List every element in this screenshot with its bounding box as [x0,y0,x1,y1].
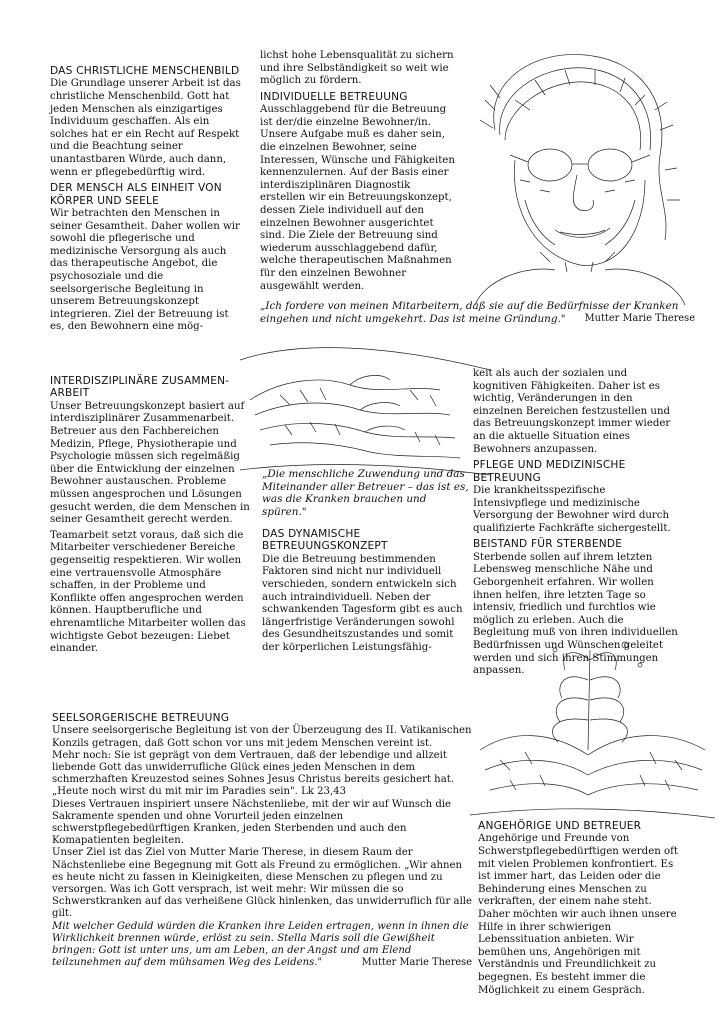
text-seelsorge-3: „Heute noch wirst du mit mir im Paradies sein". Lk 23,43 [52,786,347,798]
seelsorge-author: Mutter Marie Therese [361,957,472,969]
text-beistand: Sterbende sollen auf ihrem letzten Lebensweg menschliche Nähe und Geborgenheit erfahren. Wir wollen ihnen helfen, ihre letzten Tage so intensiv, friedlich und furchtlos wie möglich zu erleben. Auch die Begleitung muß von ihren individuellen Bedürfnissen und Wünschen geleitet werden und sich ihren Stimmungen anpassen. [473,551,678,677]
heading-interdisziplinaer: INTERDISZIPLINÄRE ZUSAMMEN-ARBEIT [50,375,230,400]
text-seelsorge-6: Mit welcher Geduld würden die Kranken ihre Leiden ertragen, wenn in ihnen die Wirklichkeit brennen würde, erlöst zu sein. Stella Maris soll die Gewißheit bringen: Gott ist unter uns, um am Leben, an der Angst und am Elend teilzunehmen auf dem mühsamen Weg des Leidens." [52,920,469,969]
text-lebensqualitaet: lichst hohe Lebensqualität zu sichern und ihre Selbständigkeit so weit wie möglich zu fördern. [260,50,454,87]
heading-beistand: BEISTAND FÜR STERBENDE [473,538,623,551]
quote-top-text: „Ich fordere von meinen Mitarbeitern, daß sie auf die Bedürfnisse der Kranken eingehen und nicht umgekehrt. Das ist meine Gründung." [260,300,679,325]
text-seelsorge-4: Dieses Vertrauen inspiriert unsere Nächstenliebe, mit der wir auf Wunsch die Sakramente spenden und ohne Vorurteil jeden einzelnen schwerstpflegebedürftigen Kranken, jeden Sterbenden und auch den Komapatienten begleiten. [52,798,452,847]
text-seelsorge-1: Unsere seelsorgerische Begleitung ist von der Überzeugung des II. Vatikanischen Konzils getragen, daß Gott schon vor uns mit jedem Menschen vereint ist. [52,725,472,749]
heading-menschenbild: DAS CHRISTLICHE MENSCHENBILD [50,65,240,77]
heading-seelsorge: SEELSORGERISCHE BETREUUNG [52,712,230,724]
text-interdisziplinaer-2: Teamarbeit setzt voraus, daß sich die Mitarbeiter verschiedener Bereiche gegenseitig respektieren. Wir wollen eine vertrauensvolle Atmosphäre schaffen, in der Probleme und Konflikte offen angesprochen werden können. Hauptberufliche und ehrenamtliche Mitarbeiter wollen das wichtigste Gebot bezeugen: Liebet einander. [50,529,246,655]
text-dynamisch: Die die Betreuung bestimmenden Faktoren sind nicht nur individuell verschieden, sondern entwickeln sich auch intraindividuell. Neben der schwankenden Tagesform gibt es auch längerfristige Veränderungen sowohl des Gesundheitszustandes und somit der körperlichen Leistungsfähig- [262,553,463,653]
quote-top [260,300,695,326]
heading-einheit: DER MENSCH ALS EINHEIT VON KÖRPER UND SEELE [50,182,222,207]
text-menschenbild: Die Grundlage unserer Arbeit ist das christliche Menschenbild. Gott hat jeden Menschen als einzigartiges Individuum geschaffen. Als ein solches hat er ein Recht auf Respekt und die Beachtung seiner unantastbaren Würde, auch dann, wenn er pflegebedürftig wird. [50,78,241,178]
text-faehigkeiten: keit als auch der sozialen und kognitiven Fähigkeiten. Daher ist es wichtig, Veränderungen in den einzelnen Bereichen festzustellen und das Betreuungskonzept immer wieder an die aktuelle Situation eines Bewohners anzupassen. [473,368,671,455]
section-individual-care [260,50,458,296]
section-interdisciplinary [50,375,250,659]
portrait-sketch [455,40,695,305]
text-interdisziplinaer-1: Unser Betreuungskonzept basiert auf interdisziplinärer Zusammenarbeit. Betreuer aus den Fachbereichen Medizin, Pflege, Physiotherapie und Psychologie müssen sich regelmäßig über die Entwicklung der einzelnen Bewohner austauschen. Probleme müssen angesprochen und Lösungen gesucht werden, die dem Menschen in seiner Gesamtheit gerecht werden. [50,400,250,526]
section-dynamic-concept [262,528,472,658]
heading-angehoerige: ANGEHÖRIGE UND BETREUER [478,820,642,832]
heading-individuelle-betreuung: INDIVIDUELLE BETREUUNG [260,90,408,103]
text-seelsorge-2: Mehr noch: Sie ist geprägt von dem Vertrauen, daß der lebendige und allzeit liebende Gott das unwiderrufliche Glück eines jeden Menschen in dem schmerzhaften Kreuzestod seines Sohnes Jesus Christus bereits gesichert hat. [52,749,454,786]
section-pastoral-care [52,712,472,970]
section-relatives [478,820,683,1000]
text-seelsorge-5: Unser Ziel ist das Ziel von Mutter Marie Therese, in diesem Raum der Nächstenliebe eine Begegnung mit Gott als Freund zu ermöglichen. „Wir ahnen es heute nicht zu fassen in Kleinigkeiten, diese Menschen zu pflegen und zu versorgen. Was ich Gott versprach, ist weit mehr: Wir müssen die so Schwerstkranken auf das verheißene Glück hinlenken, das unwiderruflich für alle gilt. [52,847,473,920]
text-pflege: Die krankheitsspezifische Intensivpflege und medizinische Versorgung der Bewohner wird durch qualifizierte Fachkräfte sichergestellt. [473,484,671,534]
section-christian-image [50,65,246,337]
text-individuelle-betreuung: Ausschlaggebend für die Betreuung ist der/die einzelne Bewohner/in. Unsere Aufgabe muß es daher sein, die einzelnen Bewohner, seine Interessen, Wünsche und Fähigkeiten kennenzulernen. Auf der Basis einer interdisziplinären Diagnostik erstellen wir ein Betreuungskonzept, dessen Ziele individuell auf den einzelnen Bewohner ausgerichtet sind. Die Ziele der Betreuung sind wiederum ausschlaggebend dafür, welche therapeutischen Maßnahmen für den einzelnen Bewohner ausgewählt werden. [260,104,455,292]
section-care-and-dying [473,368,681,681]
caption-hands: „Die menschliche Zuwendung und das Miteinander aller Betreuer – das ist es, was die Kranken brauchen und spüren." [262,468,469,518]
heading-dynamisch: DAS DYNAMISCHE BETREUUNGSKONZEPT [262,528,388,553]
heading-pflege: PFLEGE UND MEDIZINISCHE BETREUUNG [473,459,626,484]
hands-sketch [240,340,490,480]
text-einheit: Wir betrachten den Menschen in seiner Gesamtheit. Daher wollen wir sowohl die pflegerische und medizinische Versorgung als auch das therapeutische Angebot, die psychosoziale und die seelsorgerische Begleitung in unserem Betreuungskonzept integrieren. Ziel der Betreuung ist es, den Bewohnern eine mög- [50,207,240,333]
text-angehoerige: Angehörige und Freunde von Schwerstpflegebedürftigen werden oft mit vielen Problemen konfrontiert. Es ist immer hart, das Leiden oder die Behinderung eines Menschen zu verkraften, der einem nahe steht. Daher möchten wir auch ihnen unsere Hilfe in ihrer schwierigen Lebenssituation anbieten. Wir bemühen uns, Angehörigen mit Verständnis und Freundlichkeit zu begegnen. Es besteht immer die Möglichkeit zu einem Gespräch. [478,833,679,996]
quote-top-author: Mutter Marie Therese [584,313,695,325]
